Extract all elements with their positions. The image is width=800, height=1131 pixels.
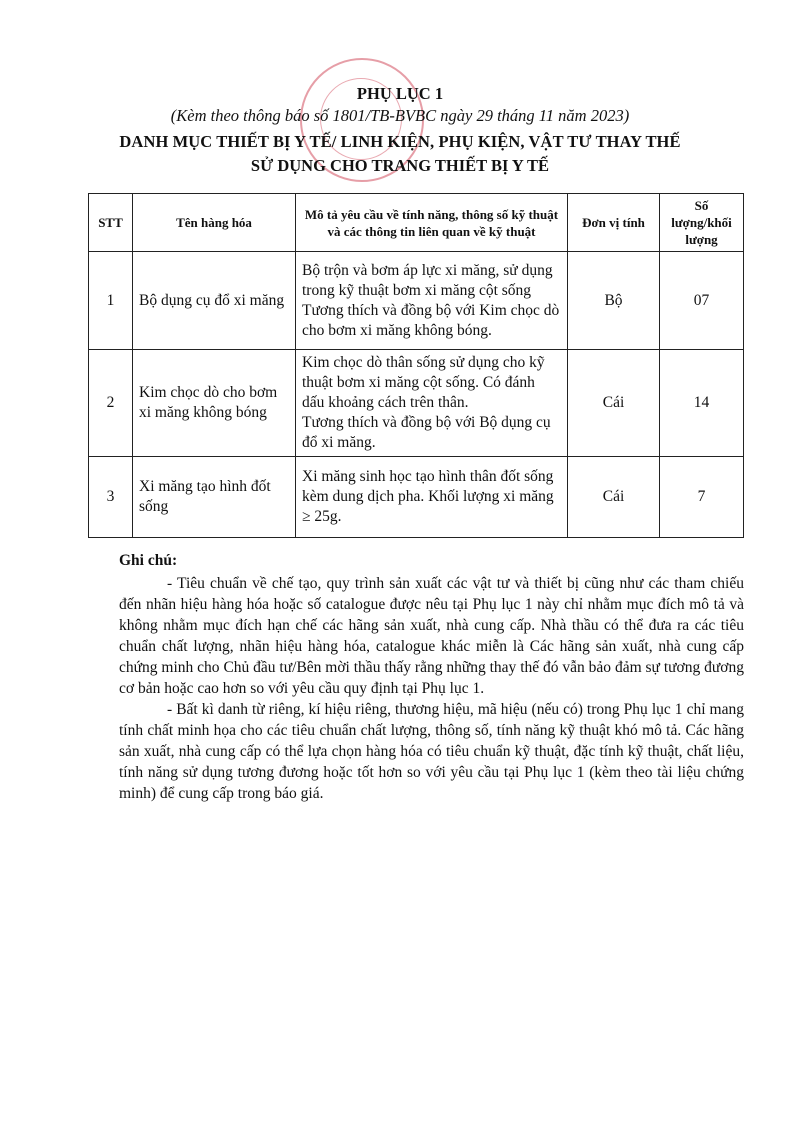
description-line: Xi măng sinh học tạo hình thân đốt sống kèm dung dịch pha. Khối lượng xi măng ≥ 25g. [302,468,554,525]
cell-description [296,457,568,538]
cell-description [296,252,568,350]
notes-section [119,550,744,804]
list-title-line2: SỬ DỤNG CHO TRANG THIẾT BỊ Y TẾ [250,156,550,175]
notes-label: Ghi chú: [119,552,178,569]
equipment-table [88,193,744,538]
cell-stt: 1 [89,252,133,350]
notes-paragraph: - Bất kì danh từ riêng, kí hiệu riêng, thương hiệu, mã hiệu (nếu có) trong Phụ lục 1 chỉ mang tính chất minh họa cho các tiêu chuẩn chất lượng, thông số, tính năng kỹ thuật khó mô tả. Các hãng sản xuất, nhà cung cấp có thể lựa chọn hàng hóa có tiêu chuẩn kỹ thuật, đặc tính kỹ thuật, chất liệu, tính năng sử dụng tương đương hoặc tốt hơn so với yêu cầu tại Phụ lục 1 (kèm theo tài liệu chứng minh) để cung cấp trong báo giá. [119,701,744,802]
description-line: Tương thích và đồng bộ với Bộ dụng cụ đổ xi măng. [302,414,551,451]
notes-paragraph: - Tiêu chuẩn về chế tạo, quy trình sản xuất các vật tư và thiết bị cũng như các tham chiếu đến nhãn hiệu hàng hóa hoặc số catalogue được nêu tại Phụ lục 1 này chỉ nhằm mục đích mô tả và không nhằm mục đích hạn chế các hãng sản xuất, nhà cung cấp. Nhà thầu có thể đưa ra các tiêu chuẩn chất lượng, nhãn hiệu hàng hóa, catalogue khác miễn là Các hãng sản xuất, nhà cung cấp chứng minh cho Chủ đầu tư/Bên mời thầu thấy rằng những thay thế đó vẫn bảo đảm sự tương đương cơ bản hoặc cao hơn so với yêu cầu quy định tại Phụ lục 1. [119,575,744,697]
header-quantity: Số lượng/khối lượng [660,194,744,252]
description-line: Bộ trộn và bơm áp lực xi măng, sử dụng trong kỹ thuật bơm xi măng cột sống [302,261,553,299]
cell-name: Kim chọc dò cho bơm xi măng không bóng [133,350,296,457]
list-title-line1: DANH MỤC THIẾT BỊ Y TẾ/ LINH KIỆN, PHỤ KIỆN, VẬT TƯ THAY THẾ [119,132,681,151]
table-row [89,252,744,350]
cell-stt: 3 [89,457,133,538]
cell-stt: 2 [89,350,133,457]
reference-line: (Kèm theo thông báo số 1801/TB-BVBC ngày 29 tháng 11 năm 2023) [170,106,630,125]
cell-unit: Cái [568,350,660,457]
description-line: Kim chọc dò thân sống sử dụng cho kỹ thuật bơm xi măng cột sống. Có đánh dấu khoảng cách trên thân. [302,354,545,411]
appendix-title: PHỤ LỤC 1 [356,84,444,103]
table-row [89,350,744,457]
cell-description [296,350,568,457]
header-description: Mô tả yêu cầu về tính năng, thông số kỹ thuật và các thông tin liên quan về kỹ thuật [296,194,568,252]
table-row [89,457,744,538]
cell-name: Bộ dụng cụ đổ xi măng [133,252,296,350]
cell-unit: Bộ [568,252,660,350]
cell-quantity: 7 [660,457,744,538]
cell-unit: Cái [568,457,660,538]
header-unit: Đơn vị tính [568,194,660,252]
table-header-row [89,194,744,252]
cell-quantity: 14 [660,350,744,457]
header-name: Tên hàng hóa [133,194,296,252]
description-line: Tương thích và đồng bộ với Kim chọc dò cho bơm xi măng không bóng. [302,301,560,339]
cell-quantity: 07 [660,252,744,350]
cell-name: Xi măng tạo hình đốt sống [133,457,296,538]
header-stt: STT [89,194,133,252]
